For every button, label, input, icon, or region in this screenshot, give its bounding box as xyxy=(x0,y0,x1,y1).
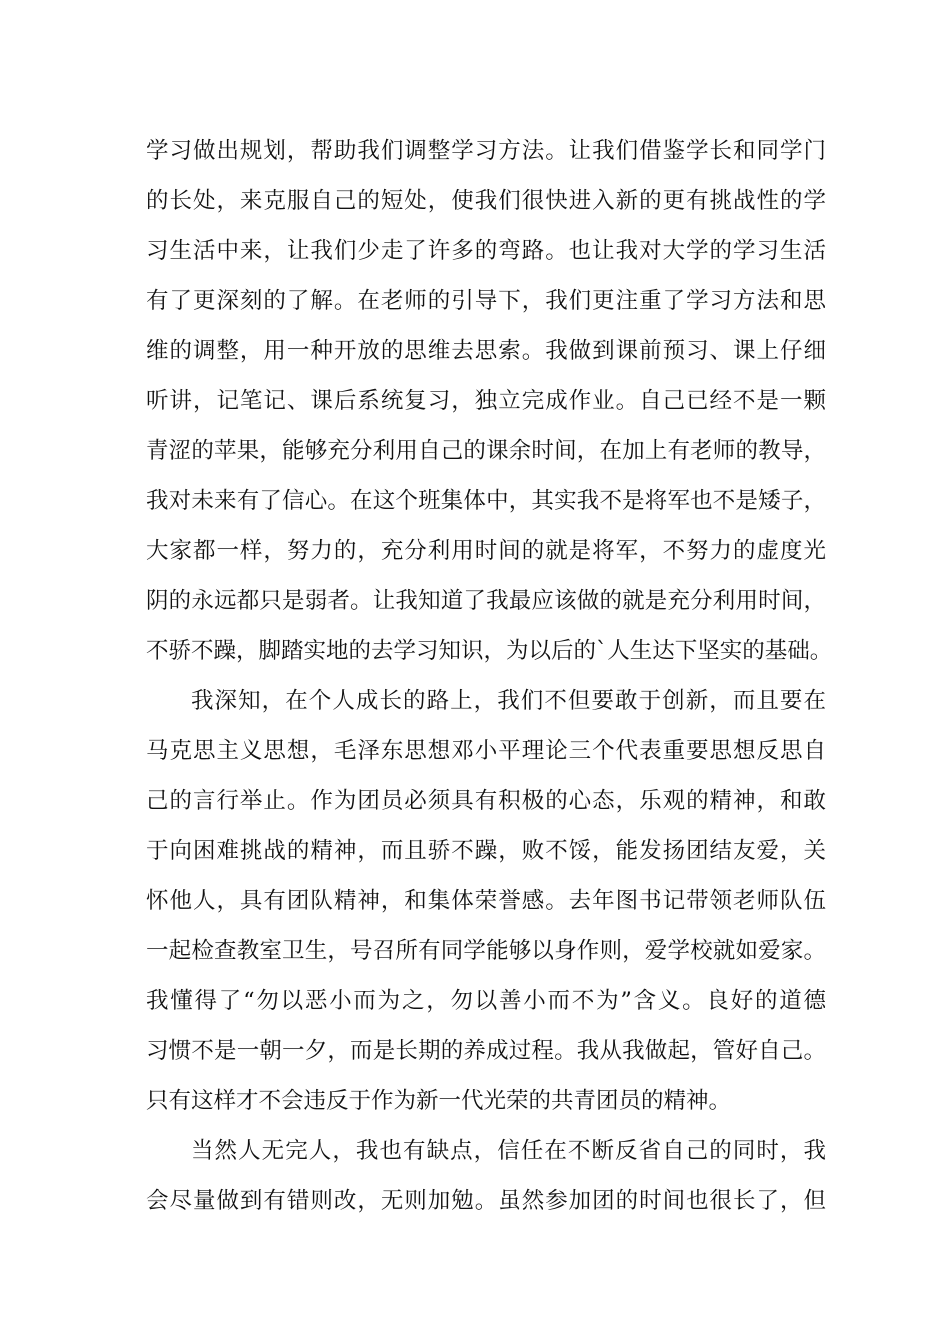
text-line: 青涩的苹果，能够充分利用自己的课余时间，在加上有老师的教导， xyxy=(146,438,826,464)
text-line: 大家都一样，努力的，充分利用时间的就是将军，不努力的虚度光 xyxy=(146,538,826,564)
paragraph-first-line: 我深知，在个人成长的路上，我们不但要敢于创新，而且要在 xyxy=(191,688,826,714)
text-line: 有了更深刻的了解。在老师的引导下，我们更注重了学习方法和思 xyxy=(146,288,826,314)
text-line: 习惯不是一朝一夕，而是长期的养成过程。我从我做起，管好自己。 xyxy=(146,1038,826,1064)
text-line: 怀他人，具有团队精神，和集体荣誉感。去年图书记带领老师队伍 xyxy=(146,888,826,914)
text-line: 我懂得了“勿以恶小而为之，勿以善小而不为”含义。良好的道德 xyxy=(146,988,826,1014)
text-line: 习生活中来，让我们少走了许多的弯路。也让我对大学的学习生活 xyxy=(146,238,826,264)
text-line: 己的言行举止。作为团员必须具有积极的心态，乐观的精神，和敢 xyxy=(146,788,826,814)
body-text xyxy=(146,126,833,1226)
text-line: 的长处，来克服自己的短处，使我们很快进入新的更有挑战性的学 xyxy=(146,188,826,214)
text-line: 一起检查教室卫生，号召所有同学能够以身作则，爱学校就如爱家。 xyxy=(146,938,826,964)
text-line: 学习做出规划，帮助我们调整学习方法。让我们借鉴学长和同学门 xyxy=(146,138,826,164)
text-line: 马克思主义思想，毛泽东思想邓小平理论三个代表重要思想反思自 xyxy=(146,738,826,764)
text-line: 会尽量做到有错则改，无则加勉。虽然参加团的时间也很长了，但 xyxy=(146,1188,826,1214)
text-line: 阴的永远都只是弱者。让我知道了我最应该做的就是充分利用时间， xyxy=(146,588,826,614)
text-line: 于向困难挑战的精神，而且骄不躁，败不馁，能发扬团结友爱，关 xyxy=(146,838,826,864)
text-line: 维的调整，用一种开放的思维去思索。我做到课前预习、课上仔细 xyxy=(146,338,826,364)
text-line: 不骄不躁，脚踏实地的去学习知识，为以后的`人生达下坚实的基础。 xyxy=(146,638,833,664)
text-line: 听讲，记笔记、课后系统复习，独立完成作业。自己已经不是一颗 xyxy=(146,388,826,414)
paragraph-first-line: 当然人无完人，我也有缺点，信任在不断反省自己的同时，我 xyxy=(191,1138,826,1164)
text-line: 我对未来有了信心。在这个班集体中，其实我不是将军也不是矮子， xyxy=(146,488,826,514)
paragraph-last-line: 只有这样才不会违反于作为新一代光荣的共青团员的精神。 xyxy=(146,1088,732,1114)
